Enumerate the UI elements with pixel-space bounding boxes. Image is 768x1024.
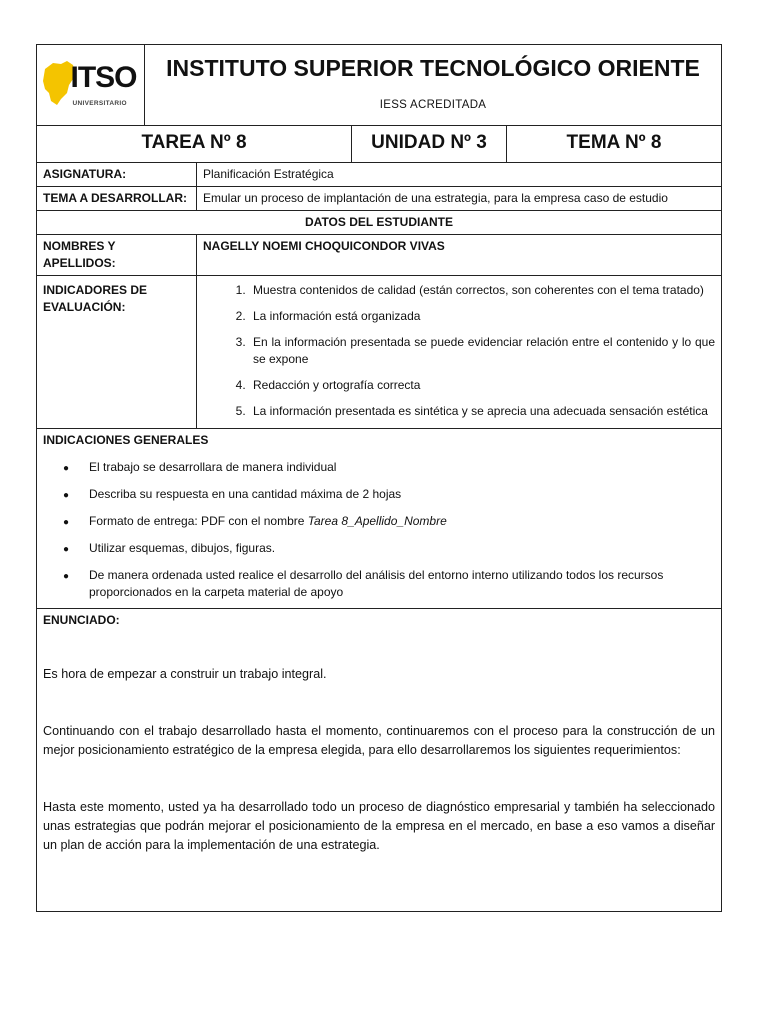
accreditation-text: IESS ACREDITADA xyxy=(379,99,487,111)
list-item: ● Formato de entrega: PDF con el nombre Tarea 8_Apellido_Nombre xyxy=(43,513,715,530)
indicaciones-cell xyxy=(37,429,722,609)
list-item: ● Utilizar esquemas, dibujos, figuras. xyxy=(43,540,715,557)
form-table xyxy=(36,44,722,912)
enunciado-cell xyxy=(37,609,722,912)
list-item: 2. La información está organizada xyxy=(249,308,715,325)
tema-value: Emular un proceso de implantación de una estrategia, para la empresa caso de estudio xyxy=(197,187,722,211)
nombres-value: NAGELLY NOEMI CHOQUICONDOR VIVAS xyxy=(197,235,722,276)
asignatura-row xyxy=(37,163,722,187)
asignatura-value: Planificación Estratégica xyxy=(197,163,722,187)
header-title-cell xyxy=(145,45,722,126)
indicadores-list xyxy=(203,282,715,420)
document-form xyxy=(36,44,721,912)
list-item: 4. Redacción y ortografía correcta xyxy=(249,377,715,394)
list-item: 1. Muestra contenidos de calidad (están correctos, son coherentes con el tema tratado) xyxy=(249,282,715,299)
indicadores-row xyxy=(37,276,722,429)
itso-logo xyxy=(39,55,143,115)
bullet-icon: ● xyxy=(63,544,70,555)
logo-cell xyxy=(37,45,145,126)
titles-row xyxy=(37,126,722,163)
formato-filename: Tarea 8_Apellido_Nombre xyxy=(307,514,447,528)
asignatura-label: ASIGNATURA: xyxy=(37,163,197,187)
indicaciones-row xyxy=(37,429,722,609)
list-item: 5. La información presentada es sintética y se aprecia una adecuada sensación estética xyxy=(249,403,715,420)
enunciado-heading: ENUNCIADO: xyxy=(43,613,120,627)
enunciado-paragraph: Hasta este momento, usted ya ha desarrollado todo un proceso de diagnóstico empresarial y también ha seleccionado unas estrategias que podrán mejorar el posicionamiento de la empresa en el mercado, en base a eso vamos a diseñar un plan de acción para la implementación de una estrategia. xyxy=(43,800,716,852)
enunciado-paragraph: Es hora de empezar a construir un trabajo integral. xyxy=(43,667,327,681)
header-row xyxy=(37,45,722,126)
nombres-label: NOMBRES Y APELLIDOS: xyxy=(37,235,197,276)
indicadores-label: INDICADORES DE EVALUACIÓN: xyxy=(37,276,197,429)
list-item: ● El trabajo se desarrollara de manera individual xyxy=(43,459,715,476)
tarea-title: TAREA Nº 8 xyxy=(37,126,352,163)
bullet-icon: ● xyxy=(63,463,70,474)
list-item: 3. En la información presentada se puede evidenciar relación entre el contenido y lo que se expone xyxy=(249,334,715,368)
logo-text: ITSO xyxy=(70,61,137,94)
logo-subtext: UNIVERSITARIO xyxy=(72,100,127,107)
indicaciones-list xyxy=(43,459,715,601)
enunciado-row xyxy=(37,609,722,912)
tema-label: TEMA A DESARROLLAR: xyxy=(37,187,197,211)
bullet-icon: ● xyxy=(63,571,70,582)
bullet-icon: ● xyxy=(63,490,70,501)
unidad-title: UNIDAD Nº 3 xyxy=(352,126,507,163)
tema-title: TEMA Nº 8 xyxy=(507,126,722,163)
institution-name: INSTITUTO SUPERIOR TECNOLÓGICO ORIENTE xyxy=(166,55,700,81)
indicadores-cell xyxy=(197,276,722,429)
nombres-row xyxy=(37,235,722,276)
datos-row xyxy=(37,211,722,235)
tema-row xyxy=(37,187,722,211)
list-item: ● De manera ordenada usted realice el desarrollo del análisis del entorno interno utilizando todos los recursos proporcionados en la carpeta material de apoyo xyxy=(63,568,664,599)
bullet-icon: ● xyxy=(63,517,70,528)
list-item: ● Describa su respuesta en una cantidad máxima de 2 hojas xyxy=(43,486,715,503)
datos-heading: DATOS DEL ESTUDIANTE xyxy=(37,211,722,235)
enunciado-paragraph: Continuando con el trabajo desarrollado hasta el momento, continuaremos con el proceso para la construcción de un mejor posicionamiento estratégico de la empresa elegida, para ello desarrollaremos los siguientes requerimientos: xyxy=(43,724,716,757)
indicaciones-heading: INDICACIONES GENERALES xyxy=(43,433,209,447)
